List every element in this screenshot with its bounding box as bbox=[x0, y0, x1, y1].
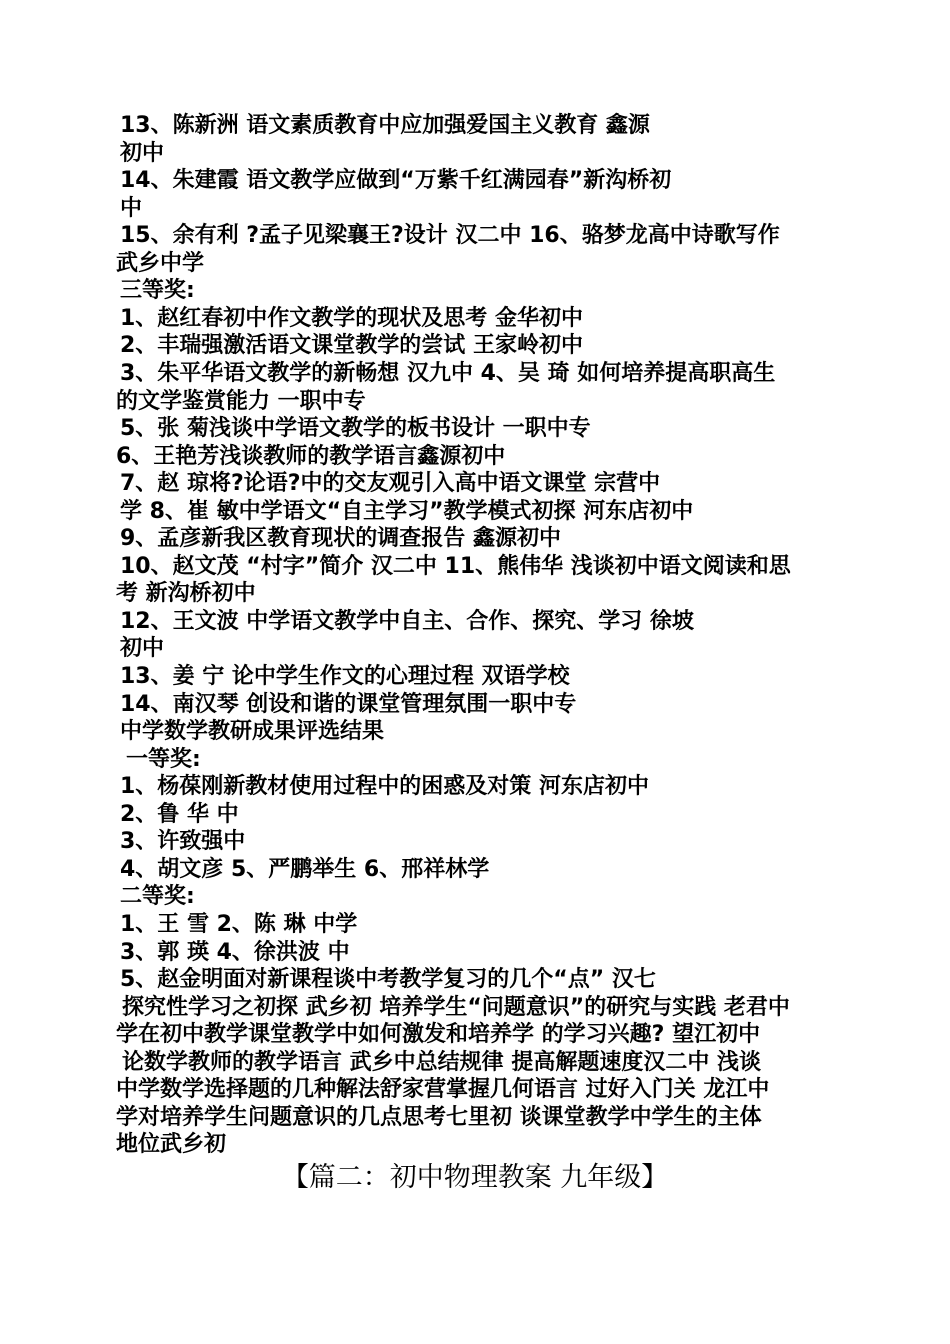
text-line: 论数学教师的教学语言 武乡中总结规律 提高解题速度汉二中 浅谈 bbox=[122, 1050, 761, 1075]
text-line: 武乡中学 bbox=[116, 251, 205, 276]
text-line: 7、赵 琼将?论语?中的交友观引入高中语文课堂 宗营中 bbox=[120, 471, 661, 496]
text-line: 5、赵金明面对新课程谈中考教学复习的几个“点” 汉七 bbox=[120, 967, 656, 992]
text-line: 学 8、崔 敏中学语文“自主学习”教学模式初探 河东店初中 bbox=[120, 499, 694, 524]
text-line: 学在初中教学课堂教学中如何激发和培养学 的学习兴趣? 望江初中 bbox=[116, 1022, 761, 1047]
text-line: 2、丰瑞强激活语文课堂教学的尝试 王家岭初中 bbox=[120, 333, 583, 358]
text-line: 3、郭 瑛 4、徐洪波 中 bbox=[120, 940, 350, 965]
text-line: 3、许致强中 bbox=[120, 829, 246, 854]
text-line: 探究性学习之初探 武乡初 培养学生“问题意识”的研究与实践 老君中 bbox=[122, 995, 790, 1020]
text-line: 1、杨葆刚新教材使用过程中的困惑及对策 河东店初中 bbox=[120, 774, 649, 799]
section-heading: 【篇二：初中物理教案 九年级】 bbox=[281, 1162, 669, 1193]
text-line: 12、王文波 中学语文教学中自主、合作、探究、学习 徐坡 bbox=[120, 609, 694, 634]
text-line: 一等奖: bbox=[126, 747, 201, 772]
text-line: 5、张 菊浅谈中学语文教学的板书设计 一职中专 bbox=[120, 416, 591, 441]
text-line: 13、姜 宁 论中学生作文的心理过程 双语学校 bbox=[120, 664, 570, 689]
text-line: 1、王 雪 2、陈 琳 中学 bbox=[120, 912, 358, 937]
text-line: 三等奖: bbox=[120, 278, 195, 303]
text-line: 13、陈新洲 语文素质教育中应加强爱国主义教育 鑫源 bbox=[120, 113, 650, 138]
text-line: 初中 bbox=[120, 141, 165, 166]
text-line: 中学数学选择题的几种解法舒家营掌握几何语言 过好入门关 龙江中 bbox=[116, 1077, 770, 1102]
text-line: 1、赵红春初中作文教学的现状及思考 金华初中 bbox=[120, 306, 583, 331]
text-line: 中 bbox=[120, 196, 143, 221]
text-line: 9、孟彦新我区教育现状的调查报告 鑫源初中 bbox=[120, 526, 561, 551]
text-line: 中学数学教研成果评选结果 bbox=[120, 719, 385, 744]
text-line: 二等奖: bbox=[120, 884, 195, 909]
text-line: 2、鲁 华 中 bbox=[120, 802, 239, 827]
text-line: 15、余有利 ?孟子见梁襄王?设计 汉二中 16、骆梦龙高中诗歌写作 bbox=[120, 223, 780, 248]
text-line: 考 新沟桥初中 bbox=[116, 581, 256, 606]
text-line: 4、胡文彦 5、严鹏举生 6、邢祥林学 bbox=[120, 857, 490, 882]
text-line: 14、朱建霞 语文教学应做到“万紫千红满园春”新沟桥初 bbox=[120, 168, 672, 193]
text-line: 6、王艳芳浅谈教师的教学语言鑫源初中 bbox=[116, 444, 506, 469]
text-line: 14、南汉琴 创设和谐的课堂管理氛围一职中专 bbox=[120, 692, 577, 717]
text-line: 学对培养学生问题意识的几点思考七里初 谈课堂教学中学生的主体 bbox=[116, 1105, 762, 1130]
text-line: 初中 bbox=[120, 636, 165, 661]
text-line: 的文学鉴赏能力 一职中专 bbox=[116, 389, 366, 414]
text-line: 3、朱平华语文教学的新畅想 汉九中 4、吴 琦 如何培养提高职高生 bbox=[120, 361, 776, 386]
text-line: 地位武乡初 bbox=[116, 1132, 227, 1157]
text-line: 10、赵文茂 “村字”简介 汉二中 11、熊伟华 浅谈初中语文阅读和思 bbox=[120, 554, 791, 579]
